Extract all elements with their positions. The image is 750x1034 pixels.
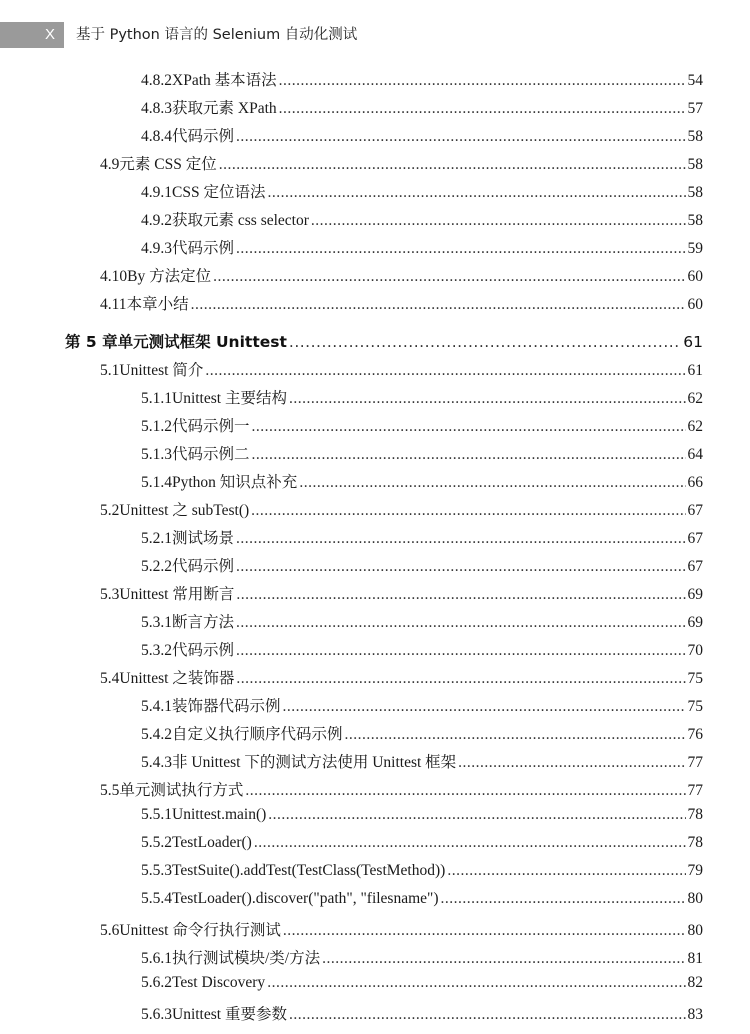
toc-entry-title: Unittest 之 subTest() — [119, 502, 250, 519]
toc-entry-page: 82 — [687, 974, 703, 991]
toc-entry-title: 代码示例 — [172, 240, 235, 257]
toc-entry[interactable] — [141, 236, 703, 262]
toc-entry-number: 5.4.1 — [141, 698, 172, 715]
toc-entry[interactable] — [141, 442, 703, 468]
toc-entry-number: 5.2 — [100, 502, 120, 519]
toc-entry[interactable] — [100, 152, 703, 178]
toc-entry-title: 代码示例二 — [172, 446, 250, 463]
toc-entry-page: 62 — [687, 418, 703, 435]
toc-entry-number: 5.5.1 — [141, 806, 172, 823]
toc-entry-number: 4.9.1 — [141, 184, 172, 201]
dot-leader — [236, 586, 685, 604]
toc-entry[interactable] — [141, 1002, 703, 1028]
dot-leader — [252, 446, 686, 464]
dot-leader — [311, 212, 686, 230]
dot-leader — [283, 698, 686, 716]
dot-leader — [441, 890, 686, 908]
toc-entry[interactable] — [100, 918, 703, 944]
page-header — [0, 0, 750, 48]
dot-leader — [279, 72, 686, 90]
toc-entry-page: 60 — [687, 296, 703, 313]
toc-entry-page: 58 — [687, 128, 703, 145]
toc-entry-title: XPath 基本语法 — [172, 72, 277, 89]
toc-entry-page: 76 — [687, 726, 703, 743]
toc-entry-title: 元素 CSS 定位 — [119, 156, 217, 173]
toc-entry-number: 5.1.4 — [141, 474, 172, 491]
toc-entry[interactable] — [141, 68, 703, 94]
toc-entry[interactable] — [141, 694, 703, 720]
toc-entry[interactable] — [141, 806, 703, 832]
dot-leader — [236, 558, 685, 576]
dot-leader — [254, 834, 686, 852]
dot-leader — [236, 128, 685, 146]
toc-entry-number: 4.8.2 — [141, 72, 172, 89]
dot-leader — [252, 418, 686, 436]
toc-entry-number: 4.8.3 — [141, 100, 172, 117]
toc-entry[interactable] — [141, 974, 703, 1000]
toc-entry-title: 断言方法 — [172, 614, 235, 631]
toc-entry[interactable] — [141, 554, 703, 580]
dot-leader — [236, 642, 685, 660]
toc-entry-title: 代码示例一 — [172, 418, 250, 435]
toc-entry-title: TestLoader().discover("path", "filesname") — [172, 890, 439, 907]
toc-entry-number: 5.3 — [100, 586, 120, 603]
toc-entry-page: 77 — [687, 754, 703, 771]
toc-entry-number: 5.2.1 — [141, 530, 172, 547]
toc-entry-number: 5.4 — [100, 670, 120, 687]
toc-entry[interactable] — [141, 862, 703, 888]
dot-leader — [283, 922, 686, 940]
toc-entry-title: Test Discovery — [172, 974, 266, 991]
toc-entry-number: 5.6.1 — [141, 950, 172, 967]
toc-entry-title: Unittest 重要参数 — [172, 1006, 287, 1023]
dot-leader — [267, 974, 685, 992]
toc-entry-title: 代码示例 — [172, 558, 235, 575]
toc-entry-number: 4.9 — [100, 156, 120, 173]
toc-entry-title: 自定义执行顺序代码示例 — [172, 726, 343, 743]
dot-leader — [447, 862, 685, 880]
dot-leader — [345, 726, 686, 744]
toc-entry-number: 5.1.1 — [141, 390, 172, 407]
toc-entry[interactable] — [100, 778, 703, 804]
toc-entry-page: 69 — [687, 614, 703, 631]
toc-entry[interactable] — [141, 470, 703, 496]
dot-leader — [245, 782, 685, 800]
toc-entry-number: 第 5 章 — [65, 333, 118, 351]
toc-entry[interactable] — [141, 124, 703, 150]
toc-entry-title: 测试场景 — [172, 530, 235, 547]
toc-entry[interactable] — [141, 208, 703, 234]
dot-leader — [458, 754, 685, 772]
toc-entry-page: 80 — [687, 890, 703, 907]
toc-entry-number: 5.1.3 — [141, 446, 172, 463]
toc-entry-number: 5.5 — [100, 782, 120, 799]
toc-entry-number: 4.9.3 — [141, 240, 172, 257]
toc-entry-number: 4.11 — [100, 296, 127, 313]
dot-leader — [205, 362, 685, 380]
toc-entry-number: 5.6 — [100, 922, 120, 939]
toc-entry-title: 代码示例 — [172, 128, 235, 145]
toc-entry-number: 5.3.2 — [141, 642, 172, 659]
toc-entry-page: 70 — [687, 642, 703, 659]
toc-entry-title: Unittest 主要结构 — [172, 390, 287, 407]
toc-entry-page: 75 — [687, 670, 703, 687]
toc-entry-number: 4.8.4 — [141, 128, 172, 145]
toc-entry[interactable] — [141, 414, 703, 440]
toc-entry[interactable] — [100, 264, 703, 290]
toc-entry-page: 58 — [687, 212, 703, 229]
toc-entry-page: 67 — [687, 530, 703, 547]
toc-entry-title: Unittest 之装饰器 — [119, 670, 235, 687]
toc-entry-page: 58 — [687, 156, 703, 173]
toc-entry-number: 5.2.2 — [141, 558, 172, 575]
toc-entry-page: 58 — [687, 184, 703, 201]
toc-entry-page: 79 — [687, 862, 703, 879]
toc-entry[interactable] — [141, 834, 703, 860]
toc-entry[interactable] — [141, 180, 703, 206]
toc-entry[interactable] — [141, 386, 703, 412]
toc-entry-page: 60 — [687, 268, 703, 285]
dot-leader — [289, 333, 681, 351]
toc-entry-number: 5.4.3 — [141, 754, 172, 771]
page-number: X — [0, 22, 64, 48]
toc-entry-number: 4.10 — [100, 268, 128, 285]
toc-entry-number: 4.9.2 — [141, 212, 172, 229]
dot-leader — [299, 474, 685, 492]
toc-entry-page: 78 — [687, 806, 703, 823]
dot-leader — [236, 614, 685, 632]
toc-entry-title: 获取元素 css selector — [172, 212, 309, 229]
toc-entry-page: 59 — [687, 240, 703, 257]
toc-entry-page: 67 — [687, 502, 703, 519]
toc-entry-number: 5.6.3 — [141, 1006, 172, 1023]
toc-entry-page: 54 — [687, 72, 703, 89]
book-title: 基于 Python 语言的 Selenium 自动化测试 — [76, 27, 358, 43]
toc-entry-title: 本章小结 — [126, 296, 189, 313]
dot-leader — [219, 156, 686, 174]
toc-entry-page: 62 — [687, 390, 703, 407]
dot-leader — [236, 530, 685, 548]
toc-entry-title: 代码示例 — [172, 642, 235, 659]
toc-entry-title: 单元测试框架 Unittest — [117, 333, 287, 351]
toc-entry-page: 57 — [687, 100, 703, 117]
toc-entry-number: 5.5.3 — [141, 862, 172, 879]
toc-entry[interactable] — [141, 722, 703, 748]
toc-entry-number: 5.5.2 — [141, 834, 172, 851]
dot-leader — [268, 806, 685, 824]
toc-entry-page: 83 — [687, 1006, 703, 1023]
toc-entry-number: 5.1 — [100, 362, 120, 379]
toc-entry-title: By 方法定位 — [127, 268, 212, 285]
toc-entry-page: 75 — [687, 698, 703, 715]
dot-leader — [322, 950, 685, 968]
toc-entry[interactable] — [141, 890, 703, 916]
toc-entry-page: 78 — [687, 834, 703, 851]
toc-entry[interactable] — [141, 96, 703, 122]
toc-entry-page: 80 — [687, 922, 703, 939]
toc-entry-page: 67 — [687, 558, 703, 575]
dot-leader — [236, 240, 685, 258]
toc-entry[interactable] — [141, 638, 703, 664]
dot-leader — [289, 1006, 686, 1024]
toc-entry-title: Python 知识点补充 — [172, 474, 298, 491]
toc-entry-title: Unittest 常用断言 — [119, 586, 235, 603]
toc-entry-title: TestSuite().addTest(TestClass(TestMethod)) — [172, 862, 446, 879]
toc-entry[interactable] — [100, 582, 703, 608]
toc-entry[interactable] — [141, 526, 703, 552]
toc-entry-title: 装饰器代码示例 — [172, 698, 281, 715]
toc-entry-number: 5.4.2 — [141, 726, 172, 743]
toc-entry[interactable] — [100, 358, 703, 384]
toc-entry-page: 66 — [687, 474, 703, 491]
toc-entry-number: 5.3.1 — [141, 614, 172, 631]
toc-entry-title: Unittest 简介 — [119, 362, 204, 379]
toc-entry-title: Unittest.main() — [172, 806, 267, 823]
dot-leader — [213, 268, 685, 286]
dot-leader — [251, 502, 685, 520]
toc-entry[interactable] — [141, 946, 703, 972]
toc-entry[interactable] — [100, 498, 703, 524]
dot-leader — [191, 296, 686, 314]
toc-entry-title: 单元测试执行方式 — [119, 782, 244, 799]
dot-leader — [236, 670, 685, 688]
toc-entry-page: 61 — [687, 362, 703, 379]
toc-entry-number: 5.6.2 — [141, 974, 172, 991]
toc-entry-title: 执行测试模块/类/方法 — [172, 950, 321, 967]
toc-entry-title: Unittest 命令行执行测试 — [119, 922, 281, 939]
toc-entry-page: 77 — [687, 782, 703, 799]
toc-entry-title: TestLoader() — [172, 834, 252, 851]
toc-entry-number: 5.1.2 — [141, 418, 172, 435]
toc-entry-page: 69 — [687, 586, 703, 603]
toc-entry-page: 64 — [687, 446, 703, 463]
dot-leader — [289, 390, 686, 408]
dot-leader — [267, 184, 685, 202]
toc-entry[interactable] — [100, 666, 703, 692]
toc-entry-page: 81 — [687, 950, 703, 967]
toc-entry-number: 5.5.4 — [141, 890, 172, 907]
toc-entry[interactable] — [141, 750, 703, 776]
toc-entry[interactable] — [100, 292, 703, 318]
toc-entry[interactable] — [141, 610, 703, 636]
toc-entry-title: 非 Unittest 下的测试方法使用 Unittest 框架 — [172, 754, 457, 771]
dot-leader — [279, 100, 686, 118]
toc-chapter-entry[interactable] — [65, 330, 703, 356]
toc-entry-page: 61 — [683, 333, 703, 351]
toc-entry-title: 获取元素 XPath — [172, 100, 277, 117]
toc-entry-title: CSS 定位语法 — [172, 184, 266, 201]
